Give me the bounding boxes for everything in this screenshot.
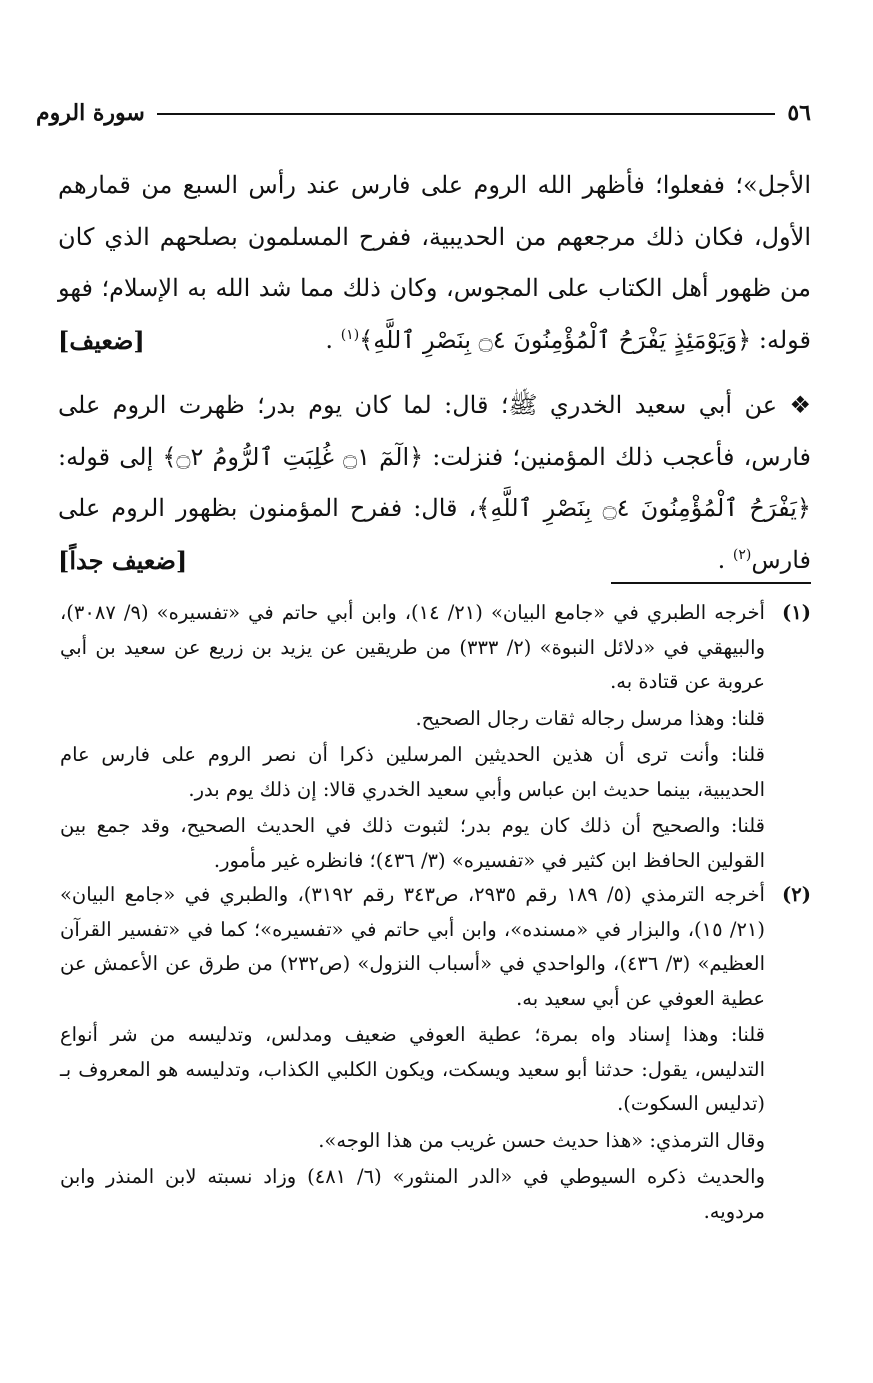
running-title: سورة الروم — [36, 100, 145, 126]
footnote-body — [60, 878, 765, 1229]
quran-verse-a: ﴿الٓمٓ ۝١ غُلِبَتِ ٱلرُّومُ ۝٢﴾ — [162, 442, 424, 471]
paragraph-2-text-a: ❖ عن أبي سعيد الخدري ﷺ؛ قال: لما كان يوم بدر؛ ظهرت الروم على فارس، فأعجب ذلك المؤمنين؛ فنزلت: — [58, 391, 811, 471]
paragraph-1-end: . — [325, 325, 341, 354]
main-text — [58, 160, 811, 586]
paragraph-1-text: الأجل»؛ ففعلوا؛ فأظهر الله الروم على فارس عند رأس السبع من قمارهم الأول، فكان ذلك مرجعهم من الحديبية، ففرح المسلمون بصلحهم الذي كان من ظهور أهل الكتاب على المجوس، وكان ذلك مما شد الله به الإسلام؛ فهو قوله: — [58, 171, 811, 354]
footnote-paragraph: أخرجه الطبري في «جامع البيان» (٢١/ ١٤)، وابن أبي حاتم في «تفسيره» (٩/ ٣٠٨٧)، والبيهقي في «دلائل النبوة» (٢/ ٣٣٣) من طريقين عن يزيد بن زريع عن سعيد بن أبي عروبة عن قتادة به. — [60, 601, 765, 693]
page-header — [36, 98, 811, 128]
footnote-marker-1: (١) — [340, 326, 360, 343]
footnotes — [60, 596, 811, 1229]
paragraph-2 — [58, 380, 811, 586]
footnote-number: (٢) — [782, 883, 811, 906]
footnote-paragraph: قلنا: وأنت ترى أن هذين الحديثين المرسلين ذكرا أن نصر الروم على فارس عام الحديبية، بينما حديث ابن عباس وأبي سعيد الخدري قالا: إن ذلك يوم بدر. — [60, 743, 765, 801]
footnote-paragraph: وقال الترمذي: «هذا حديث حسن غريب من هذا الوجه». — [318, 1128, 765, 1152]
footnote-paragraph: قلنا: وهذا إسناد واه بمرة؛ عطية العوفي ضعيف ومدلس، وتدليسه من شر أنواع التدليس، يقول: حدثنا أبو سعيد ويسكت، ويكون الكلبي الكذاب، وتدليسه هو المعروف بـ (تدليس السكوت). — [60, 1023, 765, 1115]
quran-verse-b: ﴿يَفْرَحُ ٱلْمُؤْمِنُونَ ۝٤ بِنَصْرِ ٱللَّهِ﴾ — [476, 494, 811, 522]
page-number: ٥٦ — [787, 100, 811, 126]
paragraph-2-end: . — [717, 545, 733, 574]
footnote-paragraph: قلنا: والصحيح أن ذلك كان يوم بدر؛ لثبوت ذلك في الحديث الصحيح، وقد جمع بين القولين الحافظ ابن كثير في «تفسيره» (٣/ ٤٣٦)؛ فانظره غير مأمور. — [60, 814, 765, 872]
footnote-1 — [60, 596, 811, 878]
paragraph-1 — [58, 160, 811, 366]
footnote-number: (١) — [782, 601, 811, 624]
footnote-divider — [611, 582, 811, 584]
hadith-grade-1: [ضعيف] — [58, 325, 145, 355]
hadith-grade-2: [ضعيف جداً] — [58, 545, 188, 575]
footnote-paragraph: أخرجه الترمذي (٥/ ١٨٩ رقم ٢٩٣٥، ص٣٤٣ رقم ٣١٩٢)، والطبري في «جامع البيان» (٢١/ ١٥)، والبزار في «مسنده»، وابن أبي حاتم في «تفسيره»؛ كما في «تفسير القرآن العظيم» (٣/ ٤٣٦)، والواحدي في «أسباب النزول» (ص٢٣٢) من طرق عن الأعمش عن عطية العوفي عن أبي سعيد به. — [60, 883, 765, 1010]
footnote-body — [60, 596, 765, 878]
paragraph-2-text-b: إلى قوله: — [58, 442, 163, 471]
paragraph-2-text-c: ، قال: ففرح المؤمنون بظهور الروم على فارس — [58, 494, 811, 574]
quran-verse: ﴿وَيَوْمَئِذٍ يَفْرَحُ ٱلْمُؤْمِنُونَ ۝٤ بِنَصْرِ ٱللَّهِ﴾ — [359, 325, 752, 354]
footnote-marker-2: (٢) — [732, 546, 752, 563]
footnote-paragraph: قلنا: وهذا مرسل رجاله ثقات رجال الصحيح. — [415, 706, 765, 730]
footnote-2 — [60, 878, 811, 1229]
footnote-paragraph: والحديث ذكره السيوطي في «الدر المنثور» (٦/ ٤٨١) وزاد نسبته لابن المنذر وابن مردويه. — [60, 1165, 765, 1223]
header-divider — [157, 113, 776, 115]
